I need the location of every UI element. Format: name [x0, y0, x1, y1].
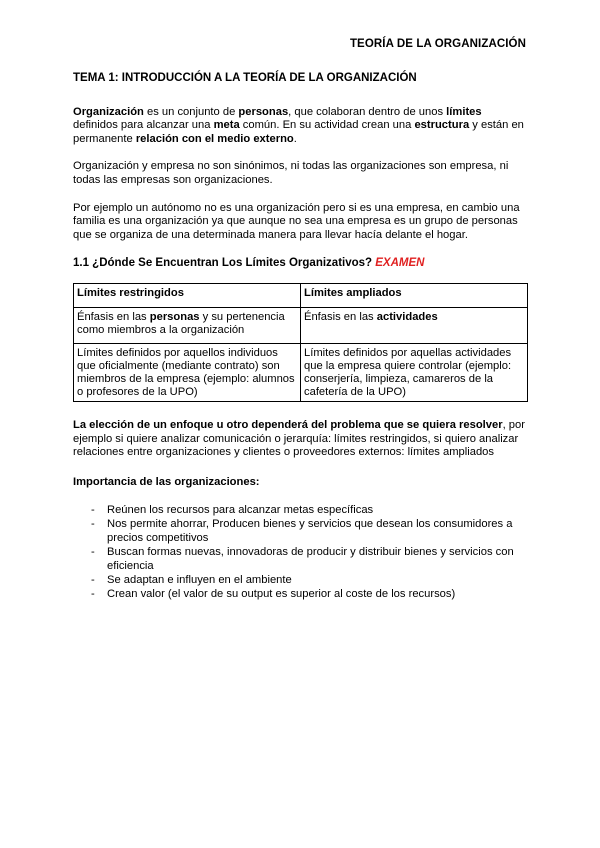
list-item-text: Buscan formas nuevas, innovadoras de producir y distribuir bienes y servicios con eficiencia — [107, 546, 514, 573]
running-header: TEORÍA DE LA ORGANIZACIÓN — [349, 38, 526, 50]
text-run: , por ejemplo si quiere analizar comunicación o jerarquía: límites restringidos, si quiero analizar relaciones entre organizaciones y clientes o proveedores externos: límites ampliados — [73, 418, 525, 459]
table-header-cell: Límites restringidos — [74, 283, 301, 307]
exam-tag: EXAMEN — [375, 257, 425, 270]
table-cell — [74, 307, 301, 343]
intro-paragraph — [73, 106, 529, 147]
table-header-row — [74, 283, 528, 307]
list-bullet: - — [91, 588, 95, 601]
importance-title: Importancia de las organizaciones: — [73, 475, 260, 488]
table-cell: Límites definidos por aquellos individuos que oficialmente (mediante contrato) son miembros de la empresa (ejemplo: alumnos o profesores de la UPO) — [74, 343, 301, 401]
table-row — [74, 307, 528, 343]
list-item-text: Se adaptan e influyen en el ambiente — [107, 574, 292, 587]
choice-emphasis: La elección de un enfoque u otro dependerá del problema que se quiera resolver — [73, 418, 503, 431]
paragraph-ejemplo: Por ejemplo un autónomo no es una organización pero si es una empresa, en cambio una familia es una organización ya que aunque no sea una empresa es un grupo de personas que se organiza de una determinada manera para llevar hacía delante el hogar. — [73, 201, 520, 241]
subsection-title-text: 1.1 ¿Dónde Se Encuentran Los Límites Organizativos? — [73, 257, 373, 270]
list-item-text: Nos permite ahorrar, Producen bienes y servicios que desean los consumidores a precios competitivos — [107, 518, 513, 545]
list-item-text: Reúnen los recursos para alcanzar metas específicas — [107, 504, 374, 517]
list-bullet: - — [91, 574, 95, 587]
section-title: TEMA 1: INTRODUCCIÓN A LA TEORÍA DE LA ORGANIZACIÓN — [73, 72, 417, 84]
list-bullet: - — [91, 518, 95, 531]
text-run: Énfasis en las — [77, 310, 150, 323]
text-run: y su pertenencia como miembros a la organización — [77, 310, 285, 336]
term-personas: personas — [149, 310, 200, 323]
limits-table — [73, 283, 528, 402]
term-organizacion: Organización — [73, 105, 144, 118]
document-body — [73, 72, 529, 601]
list-item — [73, 573, 529, 587]
text-run: definidos para alcanzar una — [73, 119, 214, 132]
term-relacion-medio-externo: relación con el medio externo — [135, 132, 294, 145]
table-row — [74, 343, 528, 401]
table-header-cell: Límites ampliados — [301, 283, 528, 307]
text-run: y están en permanente — [73, 119, 524, 145]
table-cell — [301, 307, 528, 343]
table-cell: Límites definidos por aquellas actividades que la empresa quiere controlar (ejemplo: conserjería, limpieza, camareros de la cafetería de la UPO) — [301, 343, 528, 401]
list-item — [73, 545, 529, 573]
paragraph-eleccion — [73, 419, 529, 460]
term-personas: personas — [238, 105, 289, 118]
list-bullet: - — [91, 546, 95, 559]
text-run: Énfasis en las — [304, 310, 377, 323]
text-run: común. En su actividad crean una — [239, 119, 415, 132]
term-actividades: actividades — [376, 310, 438, 323]
term-meta: meta — [213, 119, 240, 132]
list-item — [73, 517, 529, 545]
paragraph-sinonimos: Organización y empresa no son sinónimos, ni todas las organizaciones son empresa, ni todas las empresas son organizaciones. — [73, 160, 509, 186]
subsection-title — [73, 257, 529, 271]
term-estructura: estructura — [414, 119, 470, 132]
text-run: , que colaboran dentro de unos — [288, 105, 447, 118]
list-item — [73, 587, 529, 601]
list-bullet: - — [91, 504, 95, 517]
list-item — [73, 503, 529, 517]
list-item-text: Crean valor (el valor de su output es superior al coste de los recursos) — [107, 588, 456, 601]
text-run: . — [293, 132, 297, 145]
term-limites: límites — [446, 105, 482, 118]
importance-list — [73, 503, 529, 601]
text-run: es un conjunto de — [143, 105, 239, 118]
